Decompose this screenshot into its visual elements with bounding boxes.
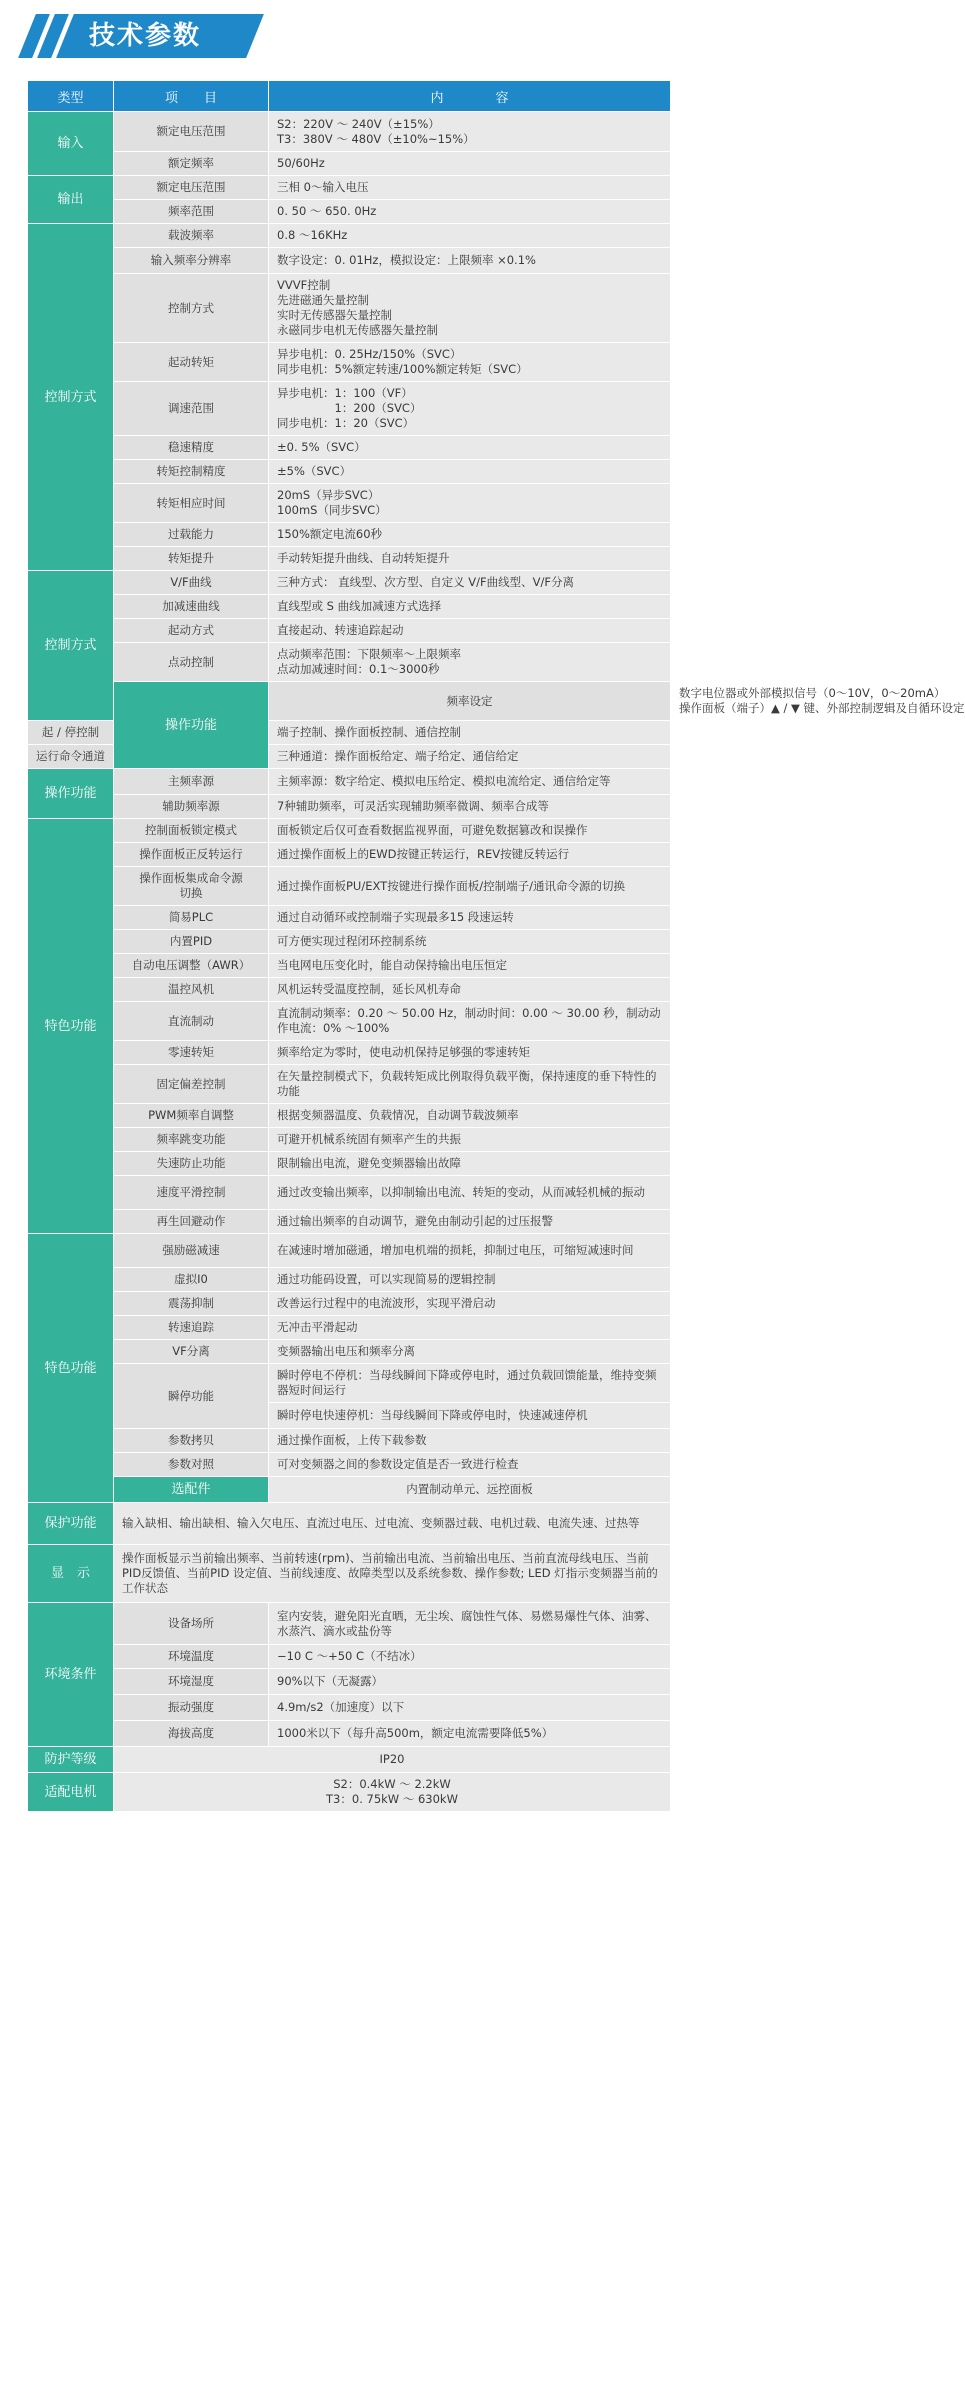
item-label: 额定电压范围 [114, 112, 269, 152]
content-value [269, 1128, 671, 1152]
item-label: 固定偏差控制 [114, 1065, 269, 1104]
table-row [28, 867, 671, 906]
item-label: 温控风机 [114, 978, 269, 1002]
content-line: 通过操作面板上的EWD按键正转运行，REV按键反转运行 [277, 847, 570, 861]
item-label: 频率范围 [114, 200, 269, 224]
content-line: 7种辅助频率，可灵活实现辅助频率微调、频率合成等 [277, 799, 549, 813]
content-line: 同步电机：1：20（SVC） [277, 416, 415, 430]
content-line: 三种通道：操作面板给定、端子给定、通信给定 [277, 749, 519, 763]
table-row [28, 200, 671, 224]
table-row [28, 1268, 671, 1292]
table-row [28, 795, 671, 819]
content-line: 可避开机械系统固有频率产生的共振 [277, 1132, 461, 1146]
content-line: 风机运转受温度控制，延长风机寿命 [277, 982, 461, 996]
item-label: 瞬停功能 [114, 1364, 269, 1429]
content-value [269, 1695, 671, 1721]
table-row [28, 343, 671, 382]
table-row [28, 1316, 671, 1340]
table-row [28, 1340, 671, 1364]
item-label: 自动电压调整（AWR） [114, 954, 269, 978]
item-label: 起 / 停控制 [28, 721, 114, 745]
table-row [28, 643, 671, 682]
content-line: 数字设定：0. 01Hz，模拟设定：上限频率 ×0.1% [277, 253, 536, 267]
content-value [269, 1152, 671, 1176]
table-row [28, 1747, 671, 1773]
table-row [28, 978, 671, 1002]
content-value [269, 1104, 671, 1128]
category-cell: 特色功能 [28, 1234, 114, 1503]
item-label: 额定电压范围 [114, 176, 269, 200]
content-value [269, 954, 671, 978]
item-label: 加减速曲线 [114, 595, 269, 619]
content-line: 同步电机：5%额定转速/100%额定转矩（SVC） [277, 362, 528, 376]
item-label: 主频率源 [114, 769, 269, 795]
table-row [28, 1292, 671, 1316]
item-label: V/F曲线 [114, 571, 269, 595]
table-row [28, 595, 671, 619]
content-line: 异步电机：0. 25Hz/150%（SVC） [277, 347, 462, 361]
item-label: 参数对照 [114, 1453, 269, 1477]
content-value [269, 547, 671, 571]
category-cell: 控制方式 [28, 224, 114, 571]
content-line: 150%额定电流60秒 [277, 527, 383, 541]
content-line: ±5%（SVC） [277, 464, 352, 478]
content-line: ±0. 5%（SVC） [277, 440, 366, 454]
content-line: 手动转矩提升曲线、自动转矩提升 [277, 551, 450, 565]
item-label: 稳速精度 [114, 436, 269, 460]
table-row [28, 1152, 671, 1176]
content-value [269, 200, 671, 224]
item-label: VF分离 [114, 1340, 269, 1364]
item-label: 速度平滑控制 [114, 1176, 269, 1210]
table-row [28, 1002, 671, 1041]
table-row [28, 769, 671, 795]
content-value [269, 1429, 671, 1453]
table-row: 操作功能 频率设定 数字电位器或外部模拟信号（0～10V，0～20mA） 操作面板（端子）▲ / ▼ 键、外部控制逻辑及自循环设定 [28, 682, 671, 721]
content-value [269, 1364, 671, 1403]
table-row [28, 1603, 671, 1645]
content-line: 可方便实现过程闭环控制系统 [277, 934, 427, 948]
item-label: 频率跳变功能 [114, 1128, 269, 1152]
item-label: 失速防止功能 [114, 1152, 269, 1176]
table-row [28, 1128, 671, 1152]
item-label: 震荡抑制 [114, 1292, 269, 1316]
item-label: 强励磁减速 [114, 1234, 269, 1268]
item-label: 过载能力 [114, 523, 269, 547]
content-value [269, 152, 671, 176]
item-label: 额定频率 [114, 152, 269, 176]
content-value [269, 769, 671, 795]
content-line: 通过操作面板PU/EXT按键进行操作面板/控制端子/通讯命令源的切换 [277, 878, 625, 893]
table-row [28, 1429, 671, 1453]
category-cell: 防护等级 [28, 1747, 114, 1773]
item-label: 辅助频率源 [114, 795, 269, 819]
table-row [28, 1234, 671, 1268]
content-line: 主频率源：数字给定、模拟电压给定、模拟电流给定、通信给定等 [277, 774, 611, 788]
content-value: 内置制动单元、远控面板 [269, 1477, 671, 1503]
table-row [28, 1041, 671, 1065]
content-line: 异步电机：1：100（VF） [277, 386, 413, 400]
item-label: 环境湿度 [114, 1669, 269, 1695]
category-cell: 输入 [28, 112, 114, 176]
category-cell: 特色功能 [28, 819, 114, 1234]
table-row [28, 112, 671, 152]
header-content: 内 容 [269, 81, 671, 112]
content-value [269, 930, 671, 954]
item-label: 频率设定 [269, 682, 671, 721]
content-line: 频率给定为零时，使电动机保持足够强的零速转矩 [277, 1045, 530, 1059]
content-line: 直接起动、转速追踪起动 [277, 623, 404, 637]
table-row [28, 152, 671, 176]
content-value [269, 1002, 671, 1041]
content-line: 直流制动频率：0.20 ～ 50.00 Hz，制动时间：0.00 ～ 30.00 秒，制动动作电流：0% ～100% [277, 1006, 661, 1035]
item-label: 调速范围 [114, 382, 269, 436]
table-row [28, 547, 671, 571]
content-line: 无冲击平滑起动 [277, 1320, 358, 1334]
item-label [114, 867, 269, 906]
content-line: T3：0. 75kW ～ 630kW [326, 1792, 458, 1806]
content-line: 瞬时停电不停机：当母线瞬间下降或停电时，通过负载回馈能量，维持变频器短时间运行 [277, 1368, 657, 1397]
item-label: 起动方式 [114, 619, 269, 643]
content-value [269, 843, 671, 867]
content-line: 在矢量控制模式下，负载转矩成比例取得负载平衡，保持速度的垂下特性的功能 [277, 1069, 657, 1098]
content-value [114, 1773, 671, 1812]
content-line: 操作面板集成命令源 [139, 871, 243, 885]
content-value [269, 1065, 671, 1104]
content-line: 直线型或 S 曲线加减速方式选择 [277, 599, 442, 613]
content-line: 三相 0～输入电压 [277, 180, 369, 194]
item-label: 简易PLC [114, 906, 269, 930]
content-line: 切换 [179, 886, 203, 900]
header-type: 类型 [28, 81, 114, 112]
content-value [114, 1747, 671, 1773]
content-line: T3：380V ～ 480V（±10%~15%） [277, 131, 475, 146]
content-line: 通过操作面板，上传下载参数 [277, 1433, 427, 1447]
content-line: 20mS（异步SVC） [277, 488, 380, 502]
item-label: 虚拟I0 [114, 1268, 269, 1292]
table-row [28, 1545, 671, 1603]
category-cell: 操作功能 [114, 682, 269, 769]
table-row [28, 1645, 671, 1669]
content-value [269, 436, 671, 460]
content-value [269, 643, 671, 682]
content-value [269, 571, 671, 595]
item-label: 控制面板锁定模式 [114, 819, 269, 843]
item-label: 再生回避动作 [114, 1210, 269, 1234]
content-line: 1000米以下（每升高500m，额定电流需要降低5%） [277, 1726, 554, 1740]
content-value [269, 1340, 671, 1364]
content-line: 50/60Hz [277, 156, 325, 170]
content-line: 三种方式： 直线型、次方型、自定义 V/F曲线型、V/F分离 [277, 575, 575, 589]
content-value [269, 906, 671, 930]
content-line: S2：220V ～ 240V（±15%） [277, 116, 440, 131]
content-value [269, 1453, 671, 1477]
category-cell: 显 示 [28, 1545, 114, 1603]
content-line: 先进磁通矢量控制 [277, 293, 369, 307]
content-value: 操作面板显示当前输出频率、当前转速(rpm)、当前输出电流、当前输出电压、当前直流母线电压、当前PID反馈值、当前PID 设定值、当前线速度、故障类型以及系统参数、操作参数; LED 灯指示变频器当前的工作状态 [114, 1545, 671, 1603]
content-line: 室内安装，避免阳光直晒，无尘埃、腐蚀性气体、易燃易爆性气体、油雾、水蒸汽、滴水或盐份等 [277, 1608, 657, 1638]
item-label: 零速转矩 [114, 1041, 269, 1065]
table-row [28, 484, 671, 523]
content-line: 永磁同步电机无传感器矢量控制 [277, 323, 438, 337]
content-line: 限制输出电流，避免变频器输出故障 [277, 1156, 461, 1170]
content-line: 通过自动循环或控制端子实现最多15 段速运转 [277, 910, 514, 924]
category-cell: 保护功能 [28, 1503, 114, 1545]
table-row [28, 1503, 671, 1545]
table-row [28, 176, 671, 200]
table-row [28, 1669, 671, 1695]
content-value [269, 978, 671, 1002]
item-label: 直流制动 [114, 1002, 269, 1041]
content-value [269, 1721, 671, 1747]
table-row [28, 523, 671, 547]
header-item: 项 目 [114, 81, 269, 112]
content-value [269, 1176, 671, 1210]
table-row [28, 224, 671, 248]
content-value [269, 460, 671, 484]
content-value [269, 224, 671, 248]
content-line: 改善运行过程中的电流波形，实现平滑启动 [277, 1296, 496, 1310]
table-row [28, 436, 671, 460]
content-value [269, 484, 671, 523]
item-label: 转矩提升 [114, 547, 269, 571]
category-cell: 输出 [28, 176, 114, 224]
item-label: 转矩相应时间 [114, 484, 269, 523]
content-line: 100mS（同步SVC） [277, 503, 387, 517]
content-value [269, 1645, 671, 1669]
content-value [269, 867, 671, 906]
content-value [269, 523, 671, 547]
content-value [269, 1234, 671, 1268]
table-row [28, 906, 671, 930]
category-cell: 操作功能 [28, 769, 114, 819]
content-line: 当电网电压变化时，能自动保持输出电压恒定 [277, 958, 507, 972]
category-cell: 环境条件 [28, 1603, 114, 1747]
content-value [269, 819, 671, 843]
content-value [269, 619, 671, 643]
content-value [269, 1041, 671, 1065]
item-label: 输入频率分辨率 [114, 248, 269, 274]
item-label: 运行命令通道 [28, 745, 114, 769]
section-title-banner [27, 14, 237, 58]
item-label: 转速追踪 [114, 1316, 269, 1340]
content-value [269, 795, 671, 819]
content-line: 端子控制、操作面板控制、通信控制 [277, 725, 461, 739]
item-label: 操作面板正反转运行 [114, 843, 269, 867]
table-row [28, 619, 671, 643]
table-row [28, 1721, 671, 1747]
content-line: 通过输出频率的自动调节，避免由制动引起的过压报警 [277, 1214, 553, 1228]
item-label: 振动强度 [114, 1695, 269, 1721]
item-label: 载波频率 [114, 224, 269, 248]
category-cell: 适配电机 [28, 1773, 114, 1812]
content-value [269, 1403, 671, 1429]
content-line: IP20 [379, 1752, 405, 1766]
content-line: 点动加减速时间：0.1～3000秒 [277, 662, 440, 676]
content-value [269, 721, 671, 745]
content-value [269, 745, 671, 769]
table-row [28, 571, 671, 595]
content-line: 在减速时增加磁通，增加电机端的损耗，抑制过电压，可缩短减速时间 [277, 1243, 634, 1257]
item-label: 海拔高度 [114, 1721, 269, 1747]
content-line: 通过改变输出频率，以抑制输出电流、转矩的变动，从而减轻机械的振动 [277, 1185, 645, 1199]
table-row [28, 1453, 671, 1477]
content-line: 4.9m/s2（加速度）以下 [277, 1700, 405, 1714]
content-value [269, 1292, 671, 1316]
content-value [269, 595, 671, 619]
table-header-row [28, 81, 671, 112]
content-line: 90%以下（无凝露） [277, 1674, 384, 1688]
content-line: 瞬时停电快速停机：当母线瞬间下降或停电时，快速减速停机 [277, 1408, 588, 1422]
table-row [28, 1477, 671, 1503]
content-line: 可对变频器之间的参数设定值是否一致进行检查 [277, 1457, 519, 1471]
item-label: 内置PID [114, 930, 269, 954]
content-value [269, 176, 671, 200]
content-line: −10 C ～+50 C（不结冰） [277, 1649, 422, 1663]
item-label: 参数拷贝 [114, 1429, 269, 1453]
table-row [28, 1210, 671, 1234]
item-label: PWM频率自调整 [114, 1104, 269, 1128]
table-row [28, 382, 671, 436]
table-row [28, 274, 671, 343]
table-row [28, 1364, 671, 1403]
table-row [28, 1065, 671, 1104]
page-title: 技术参数 [89, 21, 202, 51]
content-line: 根据变频器温度、负载情况，自动调节载波频率 [277, 1108, 519, 1122]
table-row [28, 1104, 671, 1128]
table-row [28, 930, 671, 954]
table-row [28, 1695, 671, 1721]
content-value [269, 1603, 671, 1645]
table-row [28, 819, 671, 843]
item-label: 环境温度 [114, 1645, 269, 1669]
table-row [28, 1773, 671, 1812]
table-row [28, 954, 671, 978]
content-value [269, 274, 671, 343]
category-cell: 控制方式 [28, 571, 114, 721]
item-label: 控制方式 [114, 274, 269, 343]
content-line: 0. 50 ～ 650. 0Hz [277, 204, 377, 218]
content-value [269, 382, 671, 436]
content-line: 0.8 ～16KHz [277, 228, 348, 242]
content-line: 通过功能码设置，可以实现简易的逻辑控制 [277, 1272, 496, 1286]
content-line: S2：0.4kW ～ 2.2kW [333, 1777, 451, 1791]
table-row [28, 1176, 671, 1210]
content-line: VVVF控制 [277, 278, 331, 292]
content-line: 面板锁定后仅可查看数据监视界面，可避免数据篡改和误操作 [277, 823, 588, 837]
item-label: 设备场所 [114, 1603, 269, 1645]
table-row [28, 460, 671, 484]
content-value [269, 1669, 671, 1695]
content-line: 1：200（SVC） [277, 401, 422, 415]
item-label: 起动转矩 [114, 343, 269, 382]
table-row [28, 843, 671, 867]
spec-table [27, 80, 965, 1812]
content-value [269, 112, 671, 152]
content-value [269, 343, 671, 382]
content-value [269, 1268, 671, 1292]
content-line: 实时无传感器矢量控制 [277, 308, 392, 322]
content-line: 变频器输出电压和频率分离 [277, 1344, 415, 1358]
content-value: 输入缺相、输出缺相、输入欠电压、直流过电压、过电流、变频器过载、电机过载、电流失速、过热等 [114, 1503, 671, 1545]
table-row [28, 248, 671, 274]
item-label: 转矩控制精度 [114, 460, 269, 484]
category-cell: 选配件 [114, 1477, 269, 1503]
content-value [269, 248, 671, 274]
content-value [269, 1316, 671, 1340]
content-line: 点动频率范围：下限频率～上限频率 [277, 647, 461, 661]
content-value [269, 1210, 671, 1234]
item-label: 点动控制 [114, 643, 269, 682]
